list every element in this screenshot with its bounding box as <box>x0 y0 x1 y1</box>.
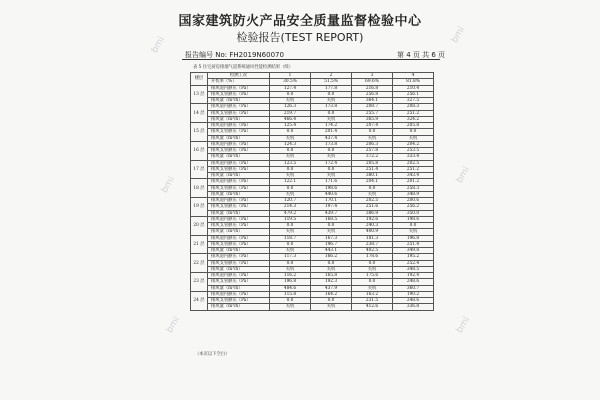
value-cell: 204.2 <box>393 141 434 147</box>
value-cell: 251.4 <box>352 166 393 172</box>
case-header: 3 <box>352 73 393 79</box>
condition-header: 检测工况 <box>208 73 270 79</box>
value-cell: 0.0 <box>270 298 311 304</box>
value-cell: 386.9 <box>352 210 393 216</box>
value-cell: 400.9 <box>352 229 393 235</box>
value-cell: 201.2 <box>393 179 434 185</box>
row-label: 排风支管静压（Pa） <box>208 298 270 304</box>
value-cell: 201.4 <box>311 129 352 135</box>
value-cell: 412.6 <box>352 304 393 310</box>
row-label: 排风量（m³/h） <box>208 173 270 179</box>
value-cell: 0.0 <box>393 129 434 135</box>
value-cell: 258.3 <box>393 185 434 191</box>
report-title: 检验报告(TEST REPORT) <box>236 31 364 44</box>
value-cell: 443.1 <box>311 248 352 254</box>
floor-label: 23 层 <box>191 273 208 292</box>
value-cell: 170.1 <box>311 198 352 204</box>
row-label: 排风量（m³/h） <box>208 210 270 216</box>
value-cell: 195.2 <box>393 254 434 260</box>
value-cell: 117.3 <box>270 254 311 260</box>
value-cell: 251.2 <box>393 166 434 172</box>
value-cell: 0.0 <box>270 260 311 266</box>
value-cell: 365.9 <box>352 116 393 122</box>
row-label: 排风量（m³/h） <box>208 248 270 254</box>
value-cell: 30.5% <box>270 79 311 85</box>
value-cell: 350.0 <box>393 210 434 216</box>
floor-label: 19 层 <box>191 198 208 217</box>
value-cell: 关机 <box>393 229 434 235</box>
value-cell: 208.3 <box>393 104 434 110</box>
value-cell: 172.4 <box>311 160 352 166</box>
value-cell: 343.4 <box>393 173 434 179</box>
blank-note: （本页以下空白） <box>195 352 230 357</box>
value-cell: 256.8 <box>352 91 393 97</box>
value-cell: 166.2 <box>311 254 352 260</box>
row-label: 排风量（m³/h） <box>208 135 270 141</box>
floor-label: 14 层 <box>191 104 208 123</box>
watermark: bmi <box>454 165 473 185</box>
value-cell: 216.8 <box>352 85 393 91</box>
row-label: 排风支管静压（Pa） <box>208 185 270 191</box>
row-label: 排风道内静压（Pa） <box>208 179 270 185</box>
floor-header: 楼层 <box>191 73 208 86</box>
value-cell: 关机 <box>270 154 311 160</box>
value-cell: 200.6 <box>393 198 434 204</box>
value-cell: 123.5 <box>270 160 311 166</box>
row-label: 排风量（m³/h） <box>208 285 270 291</box>
value-cell: 关机 <box>270 248 311 254</box>
value-cell: 0.0 <box>311 110 352 116</box>
value-cell: 253.5 <box>393 148 434 154</box>
row-label: 开机率（%） <box>208 79 270 85</box>
value-cell: 178.6 <box>352 254 393 260</box>
value-cell: 219.7 <box>270 110 311 116</box>
value-cell: 124.3 <box>270 141 311 147</box>
value-cell: 关机 <box>270 191 311 197</box>
value-cell: 0.0 <box>311 223 352 229</box>
row-label: 排风量（m³/h） <box>208 266 270 272</box>
value-cell: 257.8 <box>352 148 393 154</box>
row-label: 排风支管静压（Pa） <box>208 129 270 135</box>
value-cell: 171.6 <box>311 179 352 185</box>
value-cell: 192.6 <box>352 216 393 222</box>
floor-label: 15 层 <box>191 123 208 142</box>
value-cell: 440.6 <box>311 191 352 197</box>
value-cell: 479.2 <box>270 210 311 216</box>
value-cell: 0.0 <box>270 166 311 172</box>
value-cell: 251.4 <box>393 241 434 247</box>
value-cell: 364.1 <box>352 98 393 104</box>
value-cell: 202.5 <box>352 198 393 204</box>
value-cell: 168.5 <box>311 216 352 222</box>
value-cell: 231.5 <box>352 298 393 304</box>
value-cell: 关机 <box>311 154 352 160</box>
row-label: 排风道内静压（Pa） <box>208 235 270 241</box>
value-cell: 360.7 <box>393 285 434 291</box>
value-cell: 333.4 <box>393 154 434 160</box>
row-label: 排风量（m³/h） <box>208 304 270 310</box>
floor-label: 18 层 <box>191 179 208 198</box>
value-cell: 196.8 <box>270 279 311 285</box>
org-title: 国家建筑防火产品安全质量监督检验中心 <box>178 14 422 29</box>
value-cell: 174.2 <box>311 123 352 129</box>
value-cell: 202.5 <box>393 160 434 166</box>
value-cell: 120.7 <box>270 198 311 204</box>
value-cell: 198.6 <box>393 216 434 222</box>
row-label: 排风支管静压（Pa） <box>208 260 270 266</box>
case-header: 2 <box>311 73 352 79</box>
value-cell: 380.1 <box>352 173 393 179</box>
value-cell: 关机 <box>352 266 393 272</box>
value-cell: 0.0 <box>352 279 393 285</box>
value-cell: 0.0 <box>311 166 352 172</box>
value-cell: 0.0 <box>270 241 311 247</box>
floor-label: 16 层 <box>191 141 208 160</box>
row-label: 排风支管静压（Pa） <box>208 148 270 154</box>
case-header: 1 <box>270 73 311 79</box>
page-number: 第 4 页 共 6 页 <box>397 51 446 59</box>
value-cell: 关机 <box>270 173 311 179</box>
value-cell: 0.0 <box>270 223 311 229</box>
value-cell: 205.8 <box>352 160 393 166</box>
value-cell: 248.6 <box>393 279 434 285</box>
row-label: 排风道内静压（Pa） <box>208 291 270 297</box>
value-cell: 173.8 <box>311 104 352 110</box>
value-cell: 466.4 <box>270 116 311 122</box>
value-cell: 0.0 <box>311 298 352 304</box>
value-cell: 484.6 <box>270 285 311 291</box>
value-cell: 190.2 <box>393 291 434 297</box>
row-label: 排风量（m³/h） <box>208 154 270 160</box>
row-label: 排风支管静压（Pa） <box>208 241 270 247</box>
value-cell: 207.4 <box>352 123 393 129</box>
floor-label: 13 层 <box>191 85 208 104</box>
value-cell: 251.6 <box>352 204 393 210</box>
value-cell: 关机 <box>393 135 434 141</box>
row-label: 排风支管静压（Pa） <box>208 204 270 210</box>
value-cell: 0.0 <box>311 91 352 97</box>
value-cell: 214.3 <box>270 204 311 210</box>
watermark: bmi <box>149 35 168 55</box>
value-cell: 167.3 <box>311 235 352 241</box>
value-cell: 327.5 <box>393 98 434 104</box>
value-cell: 119.5 <box>270 216 311 222</box>
value-cell: 177.8 <box>311 85 352 91</box>
value-cell: 关机 <box>352 285 393 291</box>
row-label: 排风支管静压（Pa） <box>208 166 270 172</box>
value-cell: 204.1 <box>352 179 393 185</box>
value-cell: 256.2 <box>393 204 434 210</box>
value-cell: 196.7 <box>311 241 352 247</box>
value-cell: 372.2 <box>352 154 393 160</box>
value-cell: 127.4 <box>270 85 311 91</box>
results-table <box>190 72 434 311</box>
watermark: bmi <box>159 175 178 195</box>
table-row <box>191 304 434 310</box>
value-cell: 0.0 <box>270 185 311 191</box>
row-label: 排风道内静压（Pa） <box>208 216 270 222</box>
value-cell: 439.7 <box>311 210 352 216</box>
value-cell: 0.0 <box>270 91 311 97</box>
value-cell: 348.5 <box>393 266 434 272</box>
value-cell: 198.6 <box>311 185 352 191</box>
value-cell: 251.2 <box>393 110 434 116</box>
value-cell: 256.1 <box>393 91 434 97</box>
value-cell: 0.0 <box>352 260 393 266</box>
value-cell: 51.5% <box>311 79 352 85</box>
value-cell: 0.0 <box>311 148 352 154</box>
value-cell: 0.0 <box>270 129 311 135</box>
floor-label: 21 层 <box>191 235 208 254</box>
row-label: 排风量（m³/h） <box>208 98 270 104</box>
value-cell: 关机 <box>311 266 352 272</box>
value-cell: 252.4 <box>393 260 434 266</box>
value-cell: 116.2 <box>270 273 311 279</box>
value-cell: 205.8 <box>393 123 434 129</box>
row-label: 排风量（m³/h） <box>208 229 270 235</box>
row-label: 排风支管静压（Pa） <box>208 279 270 285</box>
floor-label: 20 层 <box>191 216 208 235</box>
row-label: 排风支管静压（Pa） <box>208 110 270 116</box>
value-cell: 437.4 <box>311 135 352 141</box>
value-cell: 0.0 <box>352 129 393 135</box>
value-cell: 163.2 <box>352 291 393 297</box>
row-label: 排风量（m³/h） <box>208 116 270 122</box>
value-cell: 164.2 <box>311 291 352 297</box>
value-cell: 126.3 <box>270 104 311 110</box>
value-cell: 0.0 <box>270 148 311 154</box>
value-cell: 115.8 <box>270 291 311 297</box>
row-label: 排风道内静压（Pa） <box>208 85 270 91</box>
case-header: 4 <box>393 73 434 79</box>
row-label: 排风道内静压（Pa） <box>208 254 270 260</box>
floor-label: 22 层 <box>191 254 208 273</box>
floor-label: 17 层 <box>191 160 208 179</box>
row-label: 排风道内静压（Pa） <box>208 141 270 147</box>
value-cell: 248.6 <box>393 298 434 304</box>
value-cell: 348.9 <box>393 191 434 197</box>
value-cell: 关机 <box>311 116 352 122</box>
watermark: bmi <box>449 25 468 45</box>
value-cell: 81.8% <box>393 79 434 85</box>
value-cell: 0.0 <box>352 185 393 191</box>
value-cell: 173.8 <box>311 141 352 147</box>
value-cell: 关机 <box>270 98 311 104</box>
value-cell: 关机 <box>270 229 311 235</box>
value-cell: 0.0 <box>393 223 434 229</box>
value-cell: 118.7 <box>270 235 311 241</box>
value-cell: 349.8 <box>393 248 434 254</box>
report-number: 报告编号 No: FH2019N60070 <box>185 51 284 59</box>
value-cell: 210.4 <box>393 85 434 91</box>
row-label: 排风量（m³/h） <box>208 191 270 197</box>
value-cell: 125.4 <box>270 123 311 129</box>
value-cell: 关机 <box>311 304 352 310</box>
value-cell: 关机 <box>311 98 352 104</box>
floor-label: 24 层 <box>191 291 208 310</box>
row-label: 排风道内静压（Pa） <box>208 198 270 204</box>
value-cell: 165.8 <box>311 273 352 279</box>
value-cell: 197.4 <box>311 204 352 210</box>
value-cell: 69.6% <box>352 79 393 85</box>
watermark: bmi <box>164 315 183 335</box>
table-caption: 表 5 住宅厨房排烟气道系统通风性能检测结果（续） <box>193 65 293 70</box>
row-label: 排风道内静压（Pa） <box>208 273 270 279</box>
value-cell: 402.5 <box>352 248 393 254</box>
value-cell: 206.3 <box>352 141 393 147</box>
value-cell: 192.4 <box>393 273 434 279</box>
value-cell: 324.2 <box>393 116 434 122</box>
row-label: 排风支管静压（Pa） <box>208 91 270 97</box>
value-cell: 175.6 <box>352 273 393 279</box>
value-cell: 关机 <box>352 135 393 141</box>
row-label: 排风道内静压（Pa） <box>208 123 270 129</box>
value-cell: 关机 <box>311 173 352 179</box>
watermark: bmi <box>454 315 473 335</box>
value-cell: 关机 <box>311 229 352 235</box>
value-cell: 关机 <box>270 266 311 272</box>
row-label: 排风道内静压（Pa） <box>208 160 270 166</box>
value-cell: 437.9 <box>311 285 352 291</box>
value-cell: 255.7 <box>352 110 393 116</box>
value-cell: 240.3 <box>352 223 393 229</box>
row-label: 排风道内静压（Pa） <box>208 104 270 110</box>
value-cell: 196.8 <box>393 235 434 241</box>
value-cell: 关机 <box>352 191 393 197</box>
value-cell: 238.7 <box>352 241 393 247</box>
value-cell: 0.0 <box>311 260 352 266</box>
value-cell: 192.3 <box>311 279 352 285</box>
row-label: 排风支管静压（Pa） <box>208 223 270 229</box>
value-cell: 关机 <box>270 135 311 141</box>
value-cell: 336.8 <box>393 304 434 310</box>
header-divider <box>182 59 440 60</box>
value-cell: 122.1 <box>270 179 311 185</box>
value-cell: 181.3 <box>352 235 393 241</box>
value-cell: 关机 <box>270 304 311 310</box>
value-cell: 208.7 <box>352 104 393 110</box>
